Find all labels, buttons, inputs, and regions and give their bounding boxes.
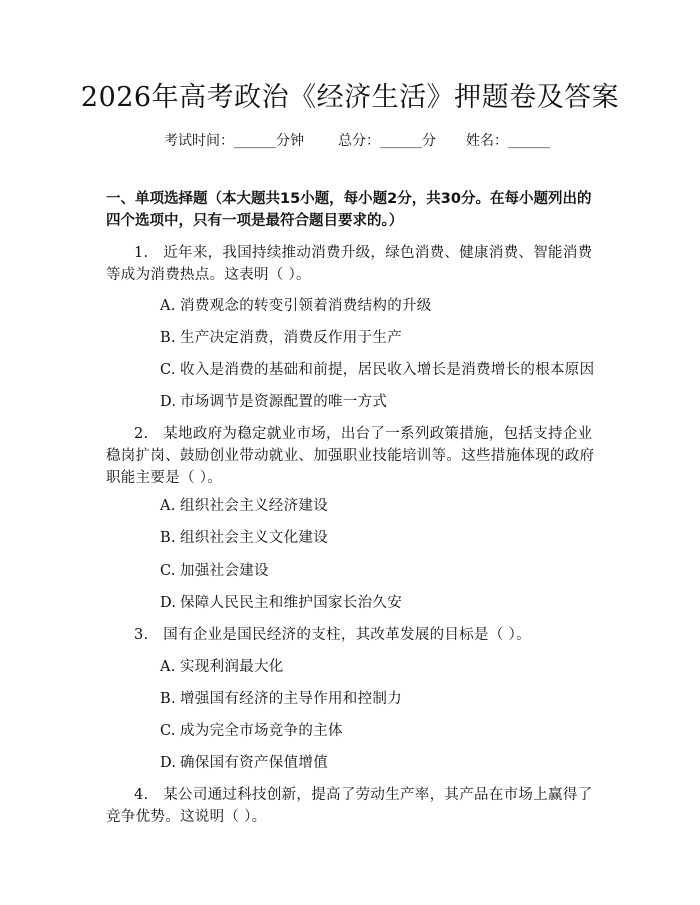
option-text: 加强社会建设 bbox=[180, 563, 269, 579]
question-2: 2. 某地政府为稳定就业市场，出台了一系列政策措施，包括支持企业稳岗扩岗、鼓励创业带动就业、加强职业技能培训等。这些措施体现的政府职能主要是（ ）。 bbox=[106, 426, 595, 486]
question-3-option-c bbox=[160, 720, 343, 742]
option-text: 收入是消费的基础和前提，居民收入增长是消费增长的根本原因 bbox=[180, 362, 595, 378]
score-unit: 分 bbox=[422, 133, 436, 149]
question-1: 1. 近年来，我国持续推动消费升级，绿色消费、健康消费、智能消费等成为消费热点。这表明（ ）。 bbox=[106, 245, 593, 283]
question-2-option-b bbox=[160, 527, 328, 549]
option-text: 确保国有资产保值增值 bbox=[180, 755, 328, 771]
option-text: 市场调节是资源配置的唯一方式 bbox=[180, 394, 388, 410]
option-text: 保障人民民主和维护国家长治久安 bbox=[180, 595, 402, 611]
question-3-option-b bbox=[160, 688, 402, 710]
question-2-option-d bbox=[160, 592, 402, 614]
name-label: 姓名： bbox=[466, 133, 508, 149]
option-letter: A. bbox=[160, 298, 176, 314]
option-letter: D. bbox=[160, 755, 177, 771]
option-letter: A. bbox=[160, 659, 176, 675]
option-text: 增强国有经济的主导作用和控制力 bbox=[180, 691, 402, 707]
name-blank: ______ bbox=[508, 133, 550, 149]
option-letter: D. bbox=[160, 394, 177, 410]
exam-info-line bbox=[164, 130, 550, 152]
option-letter: B. bbox=[160, 330, 176, 346]
option-letter: B. bbox=[160, 530, 176, 546]
question-4: 4. 某公司通过科技创新，提高了劳动生产率，其产品在市场上赢得了竞争优势。这说明（ ）。 bbox=[106, 787, 593, 825]
question-3-option-a bbox=[160, 656, 284, 678]
option-letter: C. bbox=[160, 362, 176, 378]
question-3: 3. 国有企业是国民经济的支柱，其改革发展的目标是（ ）。 bbox=[134, 627, 531, 643]
question-1-option-b bbox=[160, 327, 402, 349]
option-text: 组织社会主义文化建设 bbox=[180, 530, 328, 546]
time-label: 考试时间： bbox=[164, 133, 234, 149]
section-heading: 一、单项选择题（本大题共15小题，每小题2分，共30分。在每小题列出的四个选项中，只有一项是最符合题目要求的。） bbox=[106, 191, 592, 229]
option-text: 成为完全市场竞争的主体 bbox=[180, 723, 343, 739]
question-1-option-d bbox=[160, 391, 387, 413]
question-1-option-a bbox=[160, 295, 432, 317]
option-text: 消费观念的转变引领着消费结构的升级 bbox=[180, 298, 432, 314]
option-letter: C. bbox=[160, 563, 176, 579]
question-2-option-a bbox=[160, 495, 328, 517]
option-letter: D. bbox=[160, 595, 177, 611]
question-2-option-c bbox=[160, 560, 269, 582]
score-blank: ______ bbox=[380, 133, 422, 149]
time-blank: ______ bbox=[234, 133, 276, 149]
score-label: 总分： bbox=[338, 133, 380, 149]
question-3-option-d bbox=[160, 752, 328, 774]
option-text: 生产决定消费，消费反作用于生产 bbox=[180, 330, 402, 346]
option-text: 实现利润最大化 bbox=[180, 659, 284, 675]
question-1-option-c bbox=[160, 359, 594, 381]
option-letter: A. bbox=[160, 498, 176, 514]
exam-title: 2026年高考政治《经济生活》押题卷及答案 bbox=[80, 82, 620, 113]
time-unit: 分钟 bbox=[276, 133, 304, 149]
option-text: 组织社会主义经济建设 bbox=[180, 498, 328, 514]
option-letter: C. bbox=[160, 723, 176, 739]
option-letter: B. bbox=[160, 691, 176, 707]
